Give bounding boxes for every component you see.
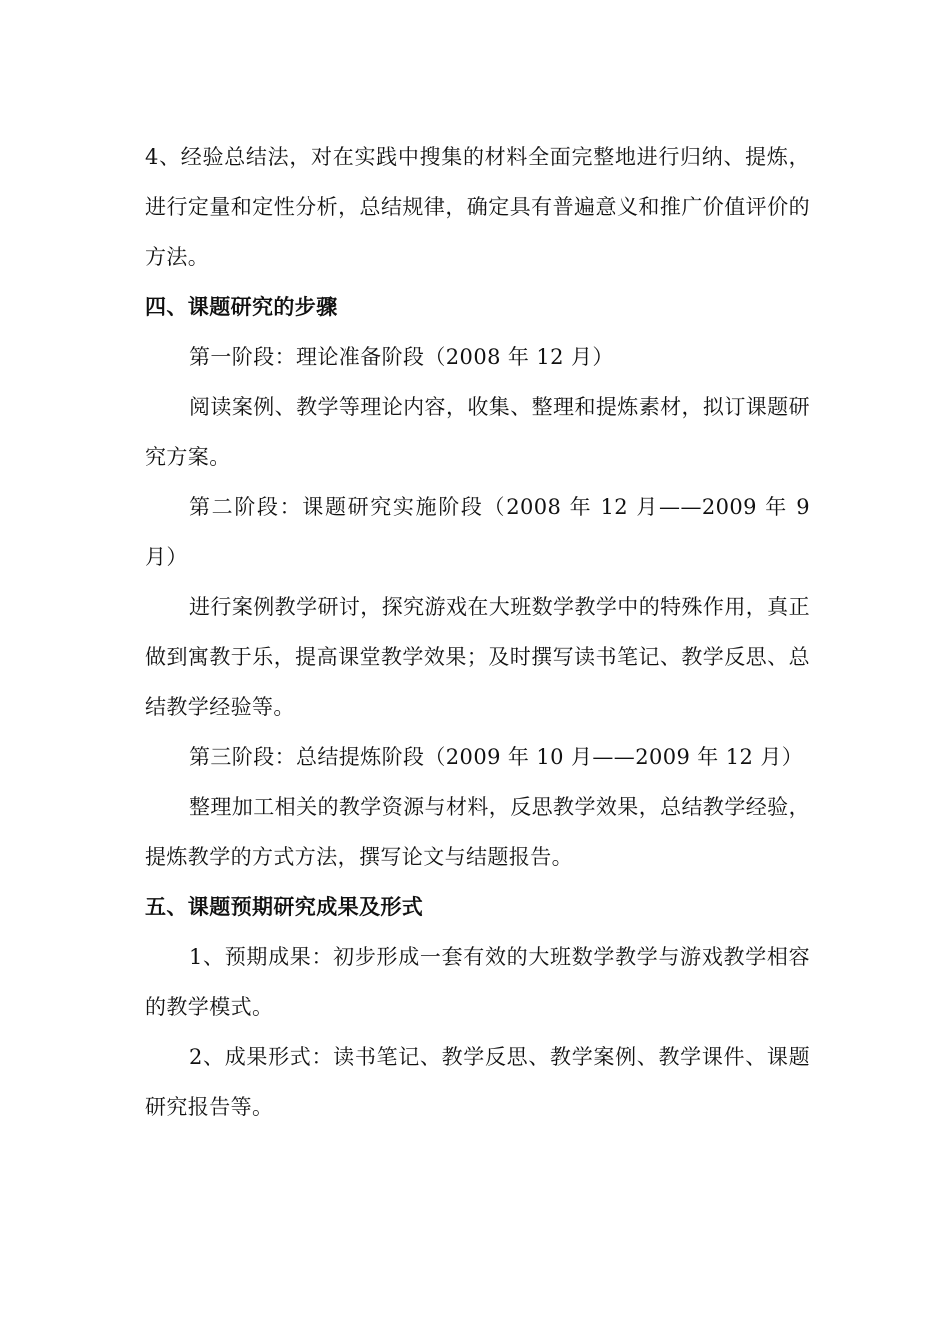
stage-2-title: 第二阶段：课题研究实施阶段（2008 年 12 月——2009 年 9 月） <box>145 495 810 569</box>
stage-2-body: 进行案例教学研讨，探究游戏在大班数学教学中的特殊作用，真正做到寓教于乐，提高课堂教学效果；及时撰写读书笔记、教学反思、总结教学经验等。 <box>145 595 810 719</box>
stage-1-title: 第一阶段：理论准备阶段（2008 年 12 月） <box>189 345 614 369</box>
stage-1-body: 阅读案例、教学等理论内容，收集、整理和提炼素材，拟订课题研究方案。 <box>145 395 810 469</box>
method-4-paragraph: 4、经验总结法，对在实践中搜集的材料全面完整地进行归纳、提炼，进行定量和定性分析，总结规律，确定具有普遍意义和推广价值评价的方法。 <box>145 145 810 269</box>
result-1-paragraph: 1、预期成果：初步形成一套有效的大班数学教学与游戏教学相容的教学模式。 <box>145 945 810 1019</box>
section-5-heading: 五、课题预期研究成果及形式 <box>145 894 424 919</box>
result-2-paragraph: 2、成果形式：读书笔记、教学反思、教学案例、教学课件、课题研究报告等。 <box>145 1045 810 1119</box>
stage-3-body: 整理加工相关的教学资源与材料，反思教学效果，总结教学经验，提炼教学的方式方法，撰写论文与结题报告。 <box>145 795 810 869</box>
document-body <box>145 132 810 1132</box>
section-4-heading: 四、课题研究的步骤 <box>145 294 338 319</box>
stage-3-title: 第三阶段：总结提炼阶段（2009 年 10 月——2009 年 12 月） <box>189 745 804 769</box>
